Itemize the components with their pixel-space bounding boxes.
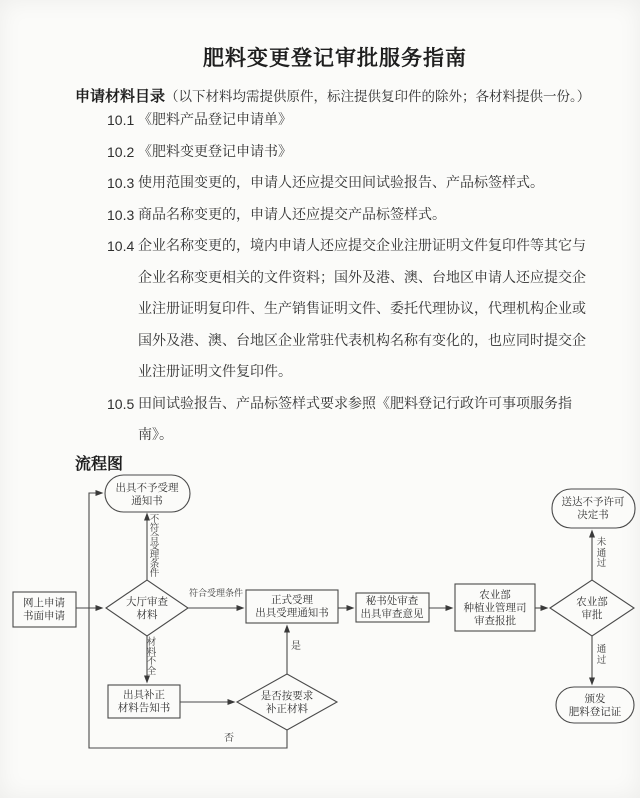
- materials-heading: 申请材料目录: [75, 88, 166, 105]
- item-text: 业注册证明文件复印件。: [138, 365, 292, 380]
- page-title: 肥料变更登记审批服务指南: [203, 47, 467, 70]
- edge-label-not-qualified: 不符合受理条件: [149, 515, 160, 579]
- flowchart: [0, 445, 640, 798]
- item-number: 10.5: [107, 395, 135, 412]
- node-supplement-check: [237, 674, 337, 730]
- node-label: 秘书处审查: [365, 596, 419, 607]
- item-number: 10.3: [107, 175, 135, 191]
- node-label: 材料: [136, 610, 158, 621]
- flow-shapes: [13, 475, 635, 730]
- node-label: 出具补正: [123, 690, 165, 701]
- node-label: 出具受理通知书: [255, 608, 329, 619]
- node-label: 出具审查意见: [360, 609, 424, 620]
- edge-label-incomplete: 材料不全: [146, 638, 157, 677]
- material-item-10-2: [107, 137, 597, 169]
- item-text: 业注册证明复印件、生产销售证明文件、委托代理协议，代理机构企业或: [138, 302, 586, 317]
- node-label: 审查报批: [474, 616, 516, 627]
- item-text: 使用范围变更的，申请人还应提交田间试验报告、产品标签样式。: [138, 176, 544, 191]
- item-text: 企业名称变更的，境内申请人还应提交企业注册证明文件复印件等其它与: [138, 239, 586, 254]
- item-number: 10.1: [107, 112, 135, 128]
- materials-list: [107, 105, 597, 452]
- material-item-10-5: [107, 389, 597, 452]
- item-text: 《肥料变更登记申请书》: [138, 144, 292, 160]
- node-label: 通知书: [131, 496, 163, 507]
- item-number: 10.3: [107, 206, 135, 223]
- node-hall-review: [106, 580, 188, 636]
- node-label: 农业部: [576, 597, 608, 608]
- item-number: 10.4: [107, 238, 135, 254]
- item-number: 10.2: [107, 143, 135, 160]
- node-label: 肥料登记证: [568, 707, 622, 718]
- node-label: 是否按要求: [260, 691, 314, 702]
- materials-heading-note: （以下材料均需提供原件，标注提供复印件的除外；各材料提供一份。）: [165, 89, 591, 104]
- node-label: 出具不予受理: [115, 483, 179, 494]
- node-label: 材料告知书: [117, 703, 171, 714]
- node-label: 补正材料: [266, 704, 308, 715]
- material-item-10-1: [107, 105, 597, 137]
- edge-label-no: 否: [224, 733, 234, 744]
- flowchart-heading: 流程图: [75, 456, 124, 473]
- node-moa-approve: [550, 580, 634, 636]
- edge-label-qualified: 符合受理条件: [189, 588, 244, 598]
- node-label: 审批: [581, 610, 603, 621]
- node-label: 书面申请: [23, 611, 65, 622]
- flowchart-svg: [0, 445, 640, 798]
- material-item-10-3b: [107, 200, 597, 232]
- node-label: 种植业管理司: [463, 603, 527, 614]
- node-label: 送达不予许可: [561, 497, 625, 508]
- item-text: 国外及港、澳、台地区企业常驻代表机构名称有变化的，也应同时提交企: [138, 333, 586, 349]
- edge-label-yes: 是: [291, 641, 301, 652]
- item-text: 企业名称变更相关的文件资料；国外及港、澳、台地区申请人还应提交企: [138, 270, 586, 286]
- node-label: 农业部: [479, 590, 511, 601]
- item-text: 南》。: [138, 428, 173, 443]
- edge-label-not-passed: 未通过: [596, 538, 607, 569]
- node-label: 颁发: [584, 694, 606, 705]
- edge-label-passed: 通过: [596, 645, 607, 666]
- material-item-10-4: [107, 231, 597, 389]
- node-label: 网上申请: [23, 598, 65, 609]
- materials-intro: [75, 87, 595, 107]
- item-text: 《肥料产品登记申请单》: [138, 113, 292, 128]
- node-label: 大厅审查: [126, 597, 168, 608]
- material-item-10-3a: [107, 168, 597, 200]
- node-label: 正式受理: [271, 595, 313, 606]
- node-label: 决定书: [577, 510, 609, 521]
- item-text: 商品名称变更的，申请人还应提交产品标签样式。: [138, 207, 446, 223]
- item-text: 田间试验报告、产品标签样式要求参照《肥料登记行政许可事项服务指: [138, 396, 572, 412]
- node-deny-decision: [552, 489, 635, 528]
